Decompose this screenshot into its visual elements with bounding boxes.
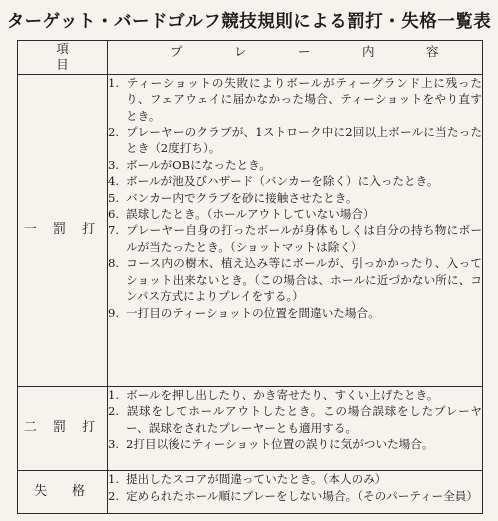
rules-cell <box>108 387 483 471</box>
header-content-char: 内 <box>362 44 375 59</box>
page-title: ターゲット・バードゴルフ競技規則による罰打・失格一覧表 <box>6 12 492 32</box>
rule-item: 4. ボールが池及びハザード（バンカーを除く）に入ったとき。 <box>108 174 439 189</box>
category-label: 一 罰 打 <box>18 74 108 386</box>
rules-table <box>17 40 483 514</box>
rule-item: 2. 定められたホール順にプレーをしない場合。（そのパーティー全員） <box>108 488 478 503</box>
rule-item: 5. バンカー内でクラブを砂に接触させたとき。 <box>108 190 358 205</box>
header-item: 項目 <box>18 41 108 75</box>
header-row <box>18 41 483 75</box>
section-two-stroke <box>18 387 483 471</box>
section-disqualification <box>18 471 483 514</box>
header-content <box>108 41 483 75</box>
rule-item: 3. 2打目以後にティーショット位置の誤りに気がついた場合。 <box>108 437 434 452</box>
rule-item: 1. ボールを押し出したり、かき寄せたり、すくい上げたとき。 <box>108 388 439 403</box>
header-content-char: ー <box>298 44 311 59</box>
rule-item: 3. ボールがOBになったとき。 <box>108 157 271 172</box>
rule-item: 1. 提出したスコアが間違っていたとき。（本人のみ） <box>108 472 387 487</box>
rule-item: 2. 誤球をしてホールアウトしたとき。この場合誤球をしたプレーヤー、誤球をされたプレーヤーとも適用する。 <box>108 404 482 435</box>
rule-item: 7. プレーヤー自身の打ったボールが身体もしくは自分の持ち物にボールが当たったとき。（ショットマットは除く） <box>108 223 482 254</box>
rules-cell <box>108 74 483 386</box>
header-content-char: プ <box>170 44 183 59</box>
category-label: 二 罰 打 <box>18 387 108 471</box>
header-content-char: 容 <box>426 44 439 59</box>
rule-item: 1. ティーショットの失敗によりボールがティーグランド上に残ったり、フェアウェイに届かなかった場合、ティーショットをやり直すとき。 <box>108 75 482 123</box>
section-one-stroke <box>18 74 483 386</box>
header-content-char: レ <box>234 44 247 59</box>
rule-item: 8. コース内の樹木、植え込み等にボールが、引っかかったり、入ってショット出来ないとき。（この場合は、ホールに近づかない所に、コンパス方式によりプレイをする。） <box>108 256 482 304</box>
rule-item: 2. プレーヤーのクラブが、1ストローク中に2回以上ボールに当たったとき（2度打ち）。 <box>108 125 482 156</box>
category-label: 失 格 <box>18 471 108 514</box>
rule-item: 9. 一打目のティーショットの位置を間違いた場合。 <box>108 305 380 320</box>
rules-cell <box>108 471 483 514</box>
rule-item: 6. 誤球したとき。（ホールアウトしていない場合） <box>108 207 375 222</box>
